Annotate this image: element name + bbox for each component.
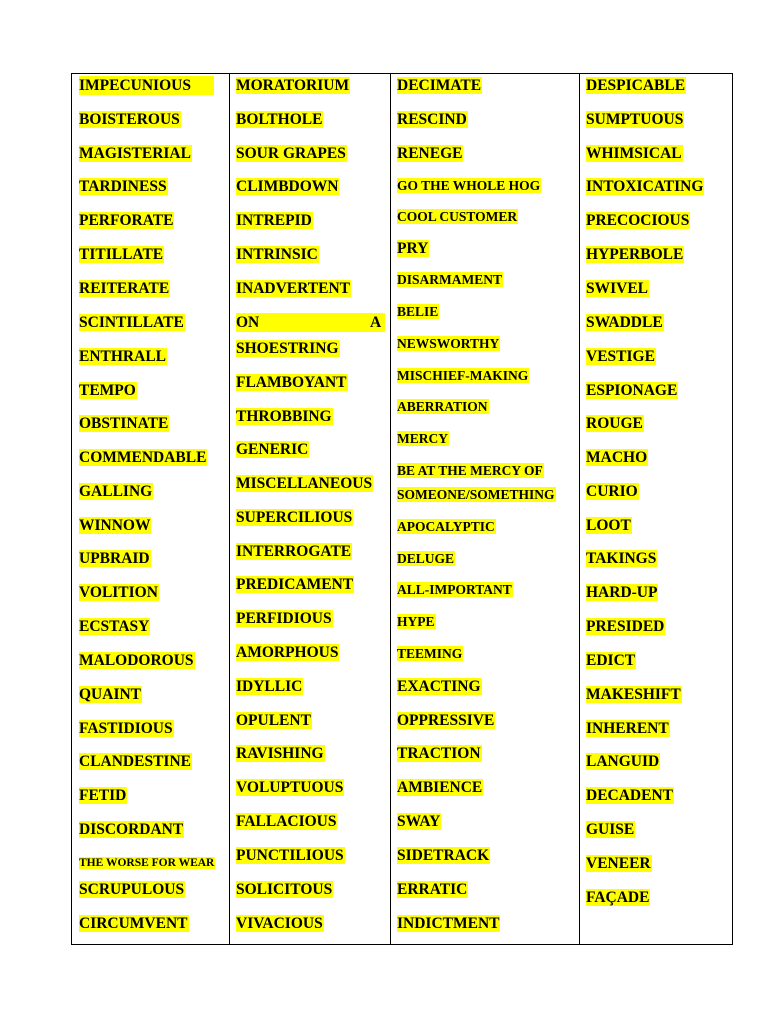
- word-text: SUPERCILIOUS: [236, 509, 353, 526]
- word-text: EXACTING: [397, 678, 481, 695]
- vocabulary-word: [397, 744, 482, 763]
- word-text: COOL CUSTOMER: [397, 209, 518, 224]
- word-text: APOCALYPTIC: [397, 519, 495, 534]
- vocabulary-word: [586, 685, 682, 704]
- vocabulary-word: [397, 549, 455, 568]
- vocabulary-word: [236, 76, 350, 95]
- vocabulary-word: [397, 239, 429, 258]
- word-text: SOMEONE/SOMETHING: [397, 487, 555, 502]
- vocabulary-word: [79, 347, 167, 366]
- vocabulary-word: [79, 414, 169, 433]
- vocabulary-word: [79, 880, 185, 899]
- vocabulary-word: [236, 778, 344, 797]
- word-text: OPPRESSIVE: [397, 712, 495, 729]
- word-text: TEEMING: [397, 646, 463, 661]
- vocabulary-word: [397, 677, 482, 696]
- word-text: QUAINT: [79, 686, 142, 703]
- word-text: DELUGE: [397, 551, 455, 566]
- word-text: AMBIENCE: [397, 779, 483, 796]
- vocabulary-word: [397, 144, 463, 163]
- word-text: PRESIDED: [586, 618, 665, 635]
- word-text: GALLING: [79, 483, 153, 500]
- vocabulary-word: [586, 854, 652, 873]
- word-text: OBSTINATE: [79, 415, 169, 432]
- word-text: TAKINGS: [586, 550, 657, 567]
- word-text: WINNOW: [79, 517, 151, 534]
- vocabulary-word: [397, 517, 496, 536]
- vocabulary-word: [586, 144, 683, 163]
- vocabulary-word: [79, 820, 184, 839]
- word-text: HYPERBOLE: [586, 246, 684, 263]
- word-text: FALLACIOUS: [236, 813, 337, 830]
- word-text: GENERIC: [236, 441, 309, 458]
- vocabulary-word: [586, 76, 686, 95]
- word-text: FASTIDIOUS: [79, 720, 173, 737]
- word-text: MAGISTERIAL: [79, 145, 191, 162]
- word-text: LANGUID: [586, 753, 660, 770]
- word-text: DECADENT: [586, 787, 673, 804]
- word-text: MISCHIEF-MAKING: [397, 368, 529, 383]
- vocabulary-word: [370, 313, 382, 332]
- word-text: HARD-UP: [586, 584, 658, 601]
- word-text: DISARMAMENT: [397, 272, 503, 287]
- word-text: INTRINSIC: [236, 246, 318, 263]
- vocabulary-word: [236, 440, 309, 459]
- word-text: VENEER: [586, 855, 651, 872]
- vocabulary-word: [79, 245, 164, 264]
- word-text: DISCORDANT: [79, 821, 184, 838]
- word-text: DESPICABLE: [586, 77, 686, 94]
- word-text: WHIMSICAL: [586, 145, 682, 162]
- word-text: PERFORATE: [79, 212, 174, 229]
- vocabulary-word: [397, 461, 544, 480]
- vocabulary-word: [397, 612, 436, 631]
- word-text: FETID: [79, 787, 127, 804]
- word-text: ALL-IMPORTANT: [397, 582, 512, 597]
- word-text: TRACTION: [397, 745, 481, 762]
- vocabulary-word: [79, 381, 137, 400]
- word-text: ABERRATION: [397, 399, 488, 414]
- word-text: PRECOCIOUS: [586, 212, 690, 229]
- word-text: DECIMATE: [397, 77, 482, 94]
- word-text: INTREPID: [236, 212, 312, 229]
- vocabulary-word: [79, 685, 142, 704]
- vocabulary-word: [397, 711, 495, 730]
- word-text: SCINTILLATE: [79, 314, 184, 331]
- vocabulary-word: [397, 429, 449, 448]
- word-text: ROUGE: [586, 415, 643, 432]
- word-text: MORATORIUM: [236, 77, 350, 94]
- vocabulary-word: [586, 279, 649, 298]
- word-text: ENTHRALL: [79, 348, 166, 365]
- vocabulary-word: [236, 339, 340, 358]
- word-text: ECSTASY: [79, 618, 150, 635]
- vocabulary-word: [397, 110, 468, 129]
- vocabulary-word: [79, 617, 150, 636]
- word-text: MAKESHIFT: [586, 686, 681, 703]
- vocabulary-word: [586, 381, 678, 400]
- word-text: VIVACIOUS: [236, 915, 323, 932]
- vocabulary-word: [586, 110, 684, 129]
- vocabulary-word: [586, 719, 670, 738]
- word-text: SHOESTRING: [236, 340, 339, 357]
- word-text: INTERROGATE: [236, 543, 352, 560]
- vocabulary-word: [236, 643, 339, 662]
- word-text: COMMENDABLE: [79, 449, 207, 466]
- word-text: A: [370, 314, 382, 331]
- word-text: IMPECUNIOUS: [79, 76, 214, 95]
- vocabulary-word: [79, 516, 151, 535]
- word-text: UPBRAID: [79, 550, 150, 567]
- vocabulary-word: [79, 76, 214, 95]
- vocabulary-word: [79, 651, 195, 670]
- vocabulary-word: [79, 144, 192, 163]
- word-text: VOLUPTUOUS: [236, 779, 344, 796]
- word-text: CIRCUMVENT: [79, 915, 188, 932]
- word-text: OPULENT: [236, 712, 311, 729]
- vocabulary-word: [236, 609, 333, 628]
- word-text: MALODOROUS: [79, 652, 194, 669]
- vocabulary-word: [397, 366, 529, 385]
- vocabulary-word: [79, 482, 153, 501]
- word-text: SIDETRACK: [397, 847, 490, 864]
- vocabulary-word: [236, 575, 354, 594]
- word-text: BELIE: [397, 304, 439, 319]
- word-text: INTOXICATING: [586, 178, 704, 195]
- vocabulary-word: [236, 542, 352, 561]
- vocabulary-word: [79, 752, 192, 771]
- vocabulary-word: [397, 176, 541, 195]
- vocabulary-word: [236, 110, 323, 129]
- word-text: MACHO: [586, 449, 648, 466]
- vocabulary-word: [586, 617, 665, 636]
- vocabulary-word: [586, 448, 648, 467]
- word-text: SWIVEL: [586, 280, 649, 297]
- word-text: BOLTHOLE: [236, 111, 323, 128]
- vocabulary-word: [397, 914, 500, 933]
- word-text: CURIO: [586, 483, 638, 500]
- vocabulary-word: [236, 245, 319, 264]
- word-text: MERCY: [397, 431, 448, 446]
- vocabulary-word: [397, 302, 439, 321]
- word-text: ESPIONAGE: [586, 382, 678, 399]
- word-text: SCRUPULOUS: [79, 881, 185, 898]
- word-text: FLAMBOYANT: [236, 374, 347, 391]
- vocabulary-word: [586, 583, 658, 602]
- word-text: SUMPTUOUS: [586, 111, 684, 128]
- word-text: IDYLLIC: [236, 678, 303, 695]
- vocabulary-word: [397, 880, 468, 899]
- vocabulary-word: [236, 407, 333, 426]
- vocabulary-word: [397, 644, 463, 663]
- vocabulary-word: [79, 583, 159, 602]
- vocabulary-word: [586, 888, 650, 907]
- vocabulary-word: [586, 245, 684, 264]
- vocabulary-word: [397, 846, 490, 865]
- vocabulary-word: [586, 177, 704, 196]
- word-text: REITERATE: [79, 280, 170, 297]
- vocabulary-word: [397, 76, 482, 95]
- word-text: MISCELLANEOUS: [236, 475, 373, 492]
- word-text: THROBBING: [236, 408, 332, 425]
- word-text: PERFIDIOUS: [236, 610, 332, 627]
- vocabulary-word: [236, 373, 348, 392]
- word-text: SOLICITOUS: [236, 881, 333, 898]
- vocabulary-word: [236, 914, 324, 933]
- column-divider: [390, 74, 391, 944]
- word-text: GO THE WHOLE HOG: [397, 178, 541, 193]
- word-text: VOLITION: [79, 584, 158, 601]
- vocabulary-word: [79, 549, 151, 568]
- word-text: PUNCTILIOUS: [236, 847, 344, 864]
- word-text: TEMPO: [79, 382, 136, 399]
- word-text: HYPE: [397, 614, 435, 629]
- vocabulary-word: [397, 580, 513, 599]
- vocabulary-word: [236, 744, 325, 763]
- vocabulary-word: [236, 846, 345, 865]
- vocabulary-word: [236, 508, 353, 527]
- word-text: TARDINESS: [79, 178, 167, 195]
- word-text: VESTIGE: [586, 348, 655, 365]
- vocabulary-word: [586, 211, 690, 230]
- vocabulary-word: [236, 711, 312, 730]
- vocabulary-word: [586, 516, 632, 535]
- word-text: SWADDLE: [586, 314, 663, 331]
- word-text: TITILLATE: [79, 246, 164, 263]
- vocabulary-word: [236, 677, 303, 696]
- vocabulary-word: [397, 778, 483, 797]
- word-text: ON: [236, 313, 385, 332]
- vocabulary-word: [79, 279, 170, 298]
- word-text: PRY: [397, 240, 429, 257]
- vocabulary-word: [586, 786, 674, 805]
- vocabulary-word: [586, 752, 660, 771]
- column-divider: [229, 74, 230, 944]
- vocabulary-word: [236, 880, 333, 899]
- vocabulary-word: [236, 211, 313, 230]
- vocabulary-word: [79, 110, 181, 129]
- vocabulary-word: [397, 485, 556, 504]
- vocabulary-word: [586, 820, 635, 839]
- vocabulary-word: [236, 144, 347, 163]
- vocabulary-word: [586, 651, 636, 670]
- vocabulary-word: [236, 812, 337, 831]
- vocabulary-word: [586, 313, 664, 332]
- vocabulary-word: [236, 279, 351, 298]
- word-text: RESCIND: [397, 111, 467, 128]
- word-text: CLIMBDOWN: [236, 178, 339, 195]
- vocabulary-word: [586, 414, 644, 433]
- word-text: ERRATIC: [397, 881, 468, 898]
- word-text: BOISTEROUS: [79, 111, 180, 128]
- vocabulary-word: [397, 334, 500, 353]
- word-text: GUISE: [586, 821, 635, 838]
- vocabulary-word: [586, 549, 657, 568]
- vocabulary-word: [397, 207, 518, 226]
- vocabulary-word: [397, 397, 489, 416]
- word-text: FAÇADE: [586, 889, 650, 906]
- word-text: SOUR GRAPES: [236, 145, 346, 162]
- vocabulary-word: [79, 313, 185, 332]
- vocabulary-word: [397, 812, 441, 831]
- word-text: CLANDESTINE: [79, 753, 191, 770]
- word-text: AMORPHOUS: [236, 644, 339, 661]
- vocabulary-word: [397, 270, 503, 289]
- word-text: RENEGE: [397, 145, 463, 162]
- word-text: LOOT: [586, 517, 631, 534]
- vocabulary-word: [79, 211, 174, 230]
- word-text: SWAY: [397, 813, 441, 830]
- vocabulary-word: [79, 914, 189, 933]
- vocabulary-word: [79, 448, 207, 467]
- vocabulary-word: [586, 347, 656, 366]
- word-text: RAVISHING: [236, 745, 324, 762]
- word-text: THE WORSE FOR WEAR: [79, 857, 215, 869]
- vocabulary-word: [236, 474, 373, 493]
- vocabulary-table: [71, 73, 733, 945]
- word-text: INADVERTENT: [236, 280, 351, 297]
- vocabulary-word: [586, 482, 639, 501]
- word-text: INDICTMENT: [397, 915, 500, 932]
- vocabulary-word: [79, 177, 168, 196]
- vocabulary-word: [79, 719, 174, 738]
- word-text: INHERENT: [586, 720, 669, 737]
- word-text: NEWSWORTHY: [397, 336, 500, 351]
- column-divider: [579, 74, 580, 944]
- word-text: PREDICAMENT: [236, 576, 354, 593]
- vocabulary-word: [236, 313, 385, 332]
- word-text: EDICT: [586, 652, 636, 669]
- vocabulary-word: [79, 786, 127, 805]
- vocabulary-word: [79, 852, 215, 873]
- word-text: BE AT THE MERCY OF: [397, 463, 543, 478]
- vocabulary-word: [236, 177, 339, 196]
